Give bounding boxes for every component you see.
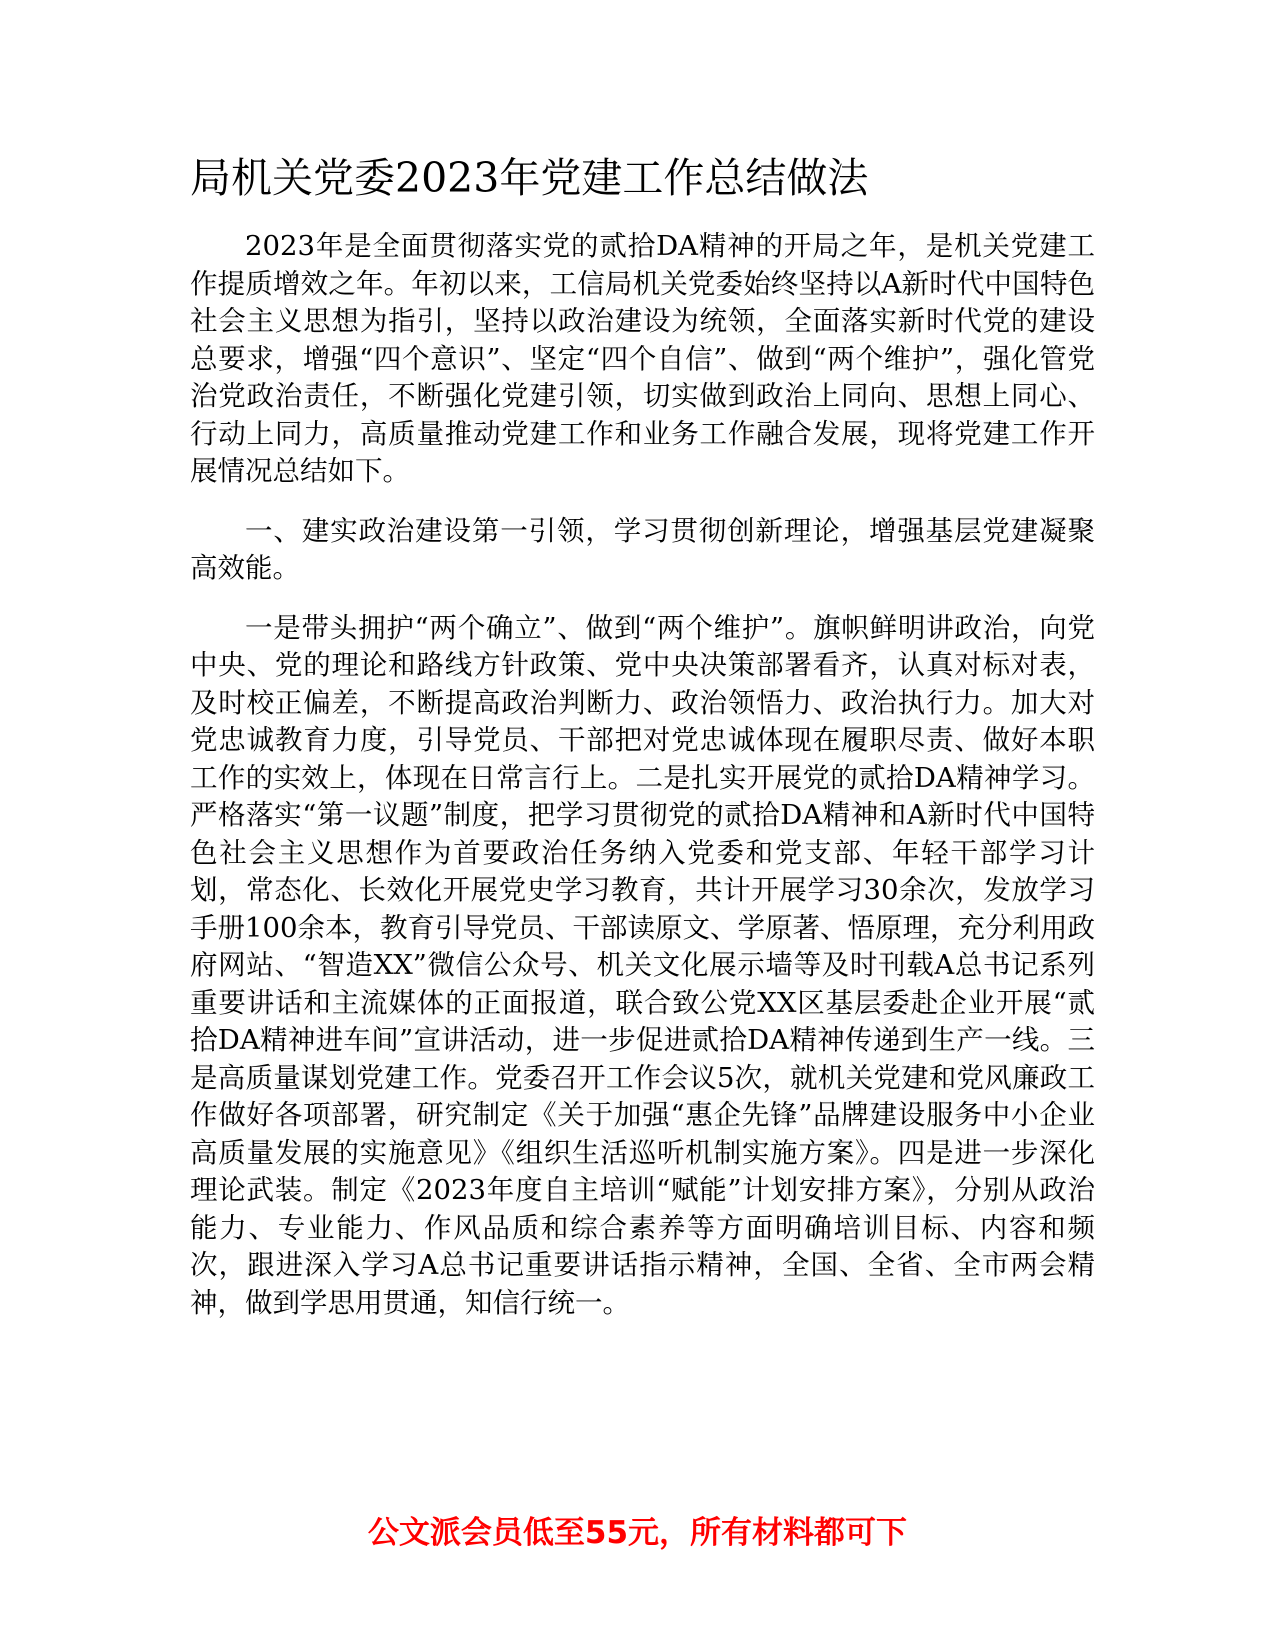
intro-paragraph: 2023年是全面贯彻落实党的贰拾DA精神的开局之年，是机关党建工作提质增效之年。年初以来，工信局机关党委始终坚持以A新时代中国特色社会主义思想为指引，坚持以政治建设为统领，全面落实新时代党的建设总要求，增强“四个意识”、坚定“四个自信”、做到“两个维护”，强化管党治党政治责任，不断强化党建引领，切实做到政治上同向、思想上同心、行动上同力，高质量推动党建工作和业务工作融合发展，现将党建工作开展情况总结如下。 bbox=[190, 230, 1095, 487]
footer-ad-banner: 公文派会员低至55元，所有材料都可下 bbox=[367, 1515, 908, 1551]
document-body bbox=[190, 228, 1095, 1344]
section-1-paragraph: 一是带头拥护“两个确立”、做到“两个维护”。旗帜鲜明讲政治，向党中央、党的理论和路线方针政策、党中央决策部署看齐，认真对标对表，及时校正偏差，不断提高政治判断力、政治领悟力、政治执行力。加大对党忠诚教育力度，引导党员、干部把对党忠诚体现在履职尽责、做好本职工作的实效上，体现在日常言行上。二是扎实开展党的贰拾DA精神学习。严格落实“第一议题”制度，把学习贯彻党的贰拾DA精神和A新时代中国特色社会主义思想作为首要政治任务纳入党委和党支部、年轻干部学习计划，常态化、长效化开展党史学习教育，共计开展学习30余次，发放学习手册100余本，教育引导党员、干部读原文、学原著、悟原理，充分利用政府网站、“智造XX”微信公众号、机关文化展示墙等及时刊载A总书记系列重要讲话和主流媒体的正面报道，联合致公党XX区基层委赴企业开展“贰拾DA精神进车间”宣讲活动，进一步促进贰拾DA精神传递到生产一线。三是高质量谋划党建工作。党委召开工作会议5次，就机关党建和党风廉政工作做好各项部署，研究制定《关于加强“惠企先锋”品牌建设服务中小企业高质量发展的实施意见》《组织生活巡听机制实施方案》。四是进一步深化理论武装。制定《2023年度自主培训“赋能”计划安排方案》，分别从政治能力、专业能力、作风品质和综合素养等方面明确培训目标、内容和频次，跟进深入学习A总书记重要讲话指示精神，全国、全省、全市两会精神，做到学思用贯通，知信行统一。 bbox=[190, 611, 1095, 1319]
document-title: 局机关党委2023年党建工作总结做法 bbox=[190, 154, 869, 202]
section-heading-1: 一、建实政治建设第一引领，学习贯彻创新理论，增强基层党建凝聚高效能。 bbox=[190, 514, 1095, 584]
